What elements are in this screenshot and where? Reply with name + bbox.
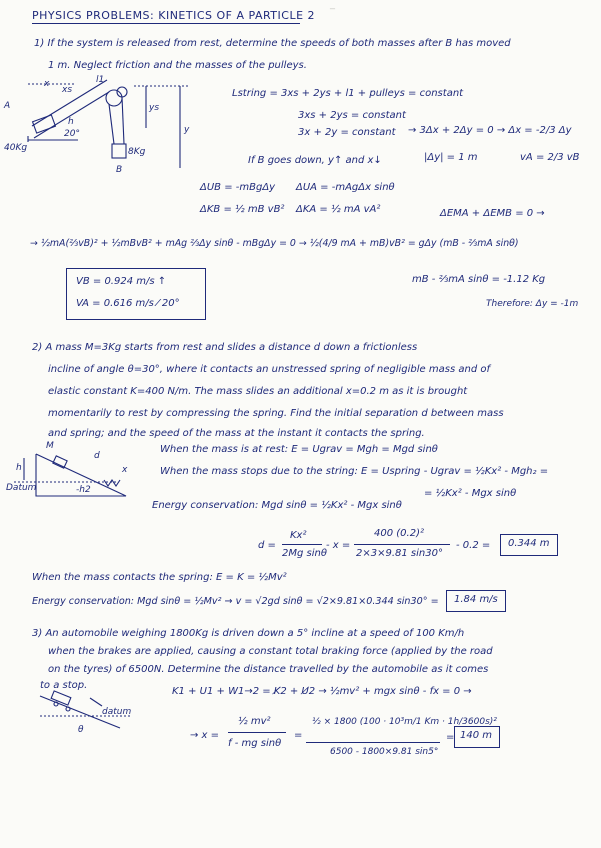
delta-ub: ΔUB = -mBgΔy xyxy=(200,182,276,193)
fig-label-angle: 20° xyxy=(64,129,80,139)
fig-label-l1: l1 xyxy=(96,75,105,85)
x-num-value: ½ × 1800 (100 · 10³m/1 Km · 1h/3600s)² xyxy=(312,717,497,727)
d-minus-x: - x = xyxy=(326,540,351,551)
title-underline xyxy=(32,23,300,24)
problem2-line5: and spring; and the speed of the mass at the instant it contacts the spring. xyxy=(48,428,425,439)
delta-y: |Δy| = 1 m xyxy=(424,152,478,163)
x-fraction-bar xyxy=(228,732,286,733)
problem1-line2: 1 m. Neglect friction and the masses of the pulleys. xyxy=(48,60,307,71)
stops-energy-cont: = ½Kx² - Mgx sinθ xyxy=(424,488,517,499)
fig-label-B: B xyxy=(116,165,123,175)
energy-equation: → ½mA(⅔vB)² + ½mBvB² + mAg ⅔Δy sinθ - mBgΔy = 0 → ½(4/9 mA + mB)vB² = gΔy (mB - ⅔mA sinθ) xyxy=(30,238,519,249)
va-relation: vA = 2/3 vB xyxy=(520,152,580,163)
fig-label-h: h xyxy=(68,117,74,127)
energy-conservation-speed: Energy conservation: Mgd sinθ = ½Mv² → v = √2gd sinθ = √2×9.81×0.344 sin30° = xyxy=(32,596,439,607)
string-length-equation: Lstring = 3xs + 2ys + l1 + pulleys = constant xyxy=(232,88,464,99)
problem3-line3: on the tyres) of 6500N. Determine the distance travelled by the automobile as it comes xyxy=(48,664,489,675)
page-title: PHYSICS PROBLEMS: KINETICS OF A PARTICLE 2 xyxy=(32,9,316,22)
x-eq-label: → x = xyxy=(190,730,220,741)
answer-vb: VB = 0.924 m/s ↑ xyxy=(76,276,167,287)
energy-balance: ΔEMA + ΔEMB = 0 → xyxy=(440,208,545,219)
delta-ua: ΔUA = -mAgΔx sinθ xyxy=(296,182,395,193)
therefore-note: Therefore: Δy = -1m xyxy=(486,299,579,309)
fig-label-8kg: 8Kg xyxy=(128,147,146,157)
incline-spring-figure xyxy=(6,441,136,504)
x-numerator: ½ mv² xyxy=(238,716,271,727)
x-denominator: f - mg sinθ xyxy=(228,738,282,749)
energy-conservation-2: Energy conservation: Mgd sinθ = ½Kx² - Mgx sinθ xyxy=(152,500,402,511)
fig-label-theta: θ xyxy=(78,725,84,735)
fig-label-minus-h2: -h2 xyxy=(76,485,91,495)
at-rest-energy: When the mass is at rest: E = Ugrav = Mgh = Mgd sinθ xyxy=(160,444,438,455)
answer-v: 1.84 m/s xyxy=(454,594,498,605)
car-incline-figure xyxy=(30,688,150,738)
problem3-line2: when the brakes are applied, causing a constant total braking force (applied by the road xyxy=(48,646,493,657)
x-equals-2: = xyxy=(446,732,455,743)
problem1-line1: 1) If the system is released from rest, determine the speeds of both masses after B has moved xyxy=(34,38,511,49)
contacts-spring: When the mass contacts the spring: E = K = ½Mv² xyxy=(32,572,287,583)
d-eq-label: d = xyxy=(258,540,276,551)
fig-label-datum3: datum xyxy=(102,707,132,717)
d-fraction-bar xyxy=(282,544,322,545)
d-den-value: 2×3×9.81 sin30° xyxy=(356,548,443,559)
problem3-line4: to a stop. xyxy=(40,680,88,691)
constraint-derivative: → 3Δx + 2Δy = 0 → Δx = -2/3 Δy xyxy=(408,125,572,136)
delta-kb: ΔKB = ½ mB vB² xyxy=(200,204,285,215)
d-denominator: 2Mg sinθ xyxy=(282,548,327,559)
answer-d: 0.344 m xyxy=(508,538,550,549)
work-energy-eq: K1 + U1 + W1→2 = K̸2 + U̸2 → ½mv² + mgx sinθ - fx = 0 → xyxy=(172,686,472,697)
constraint-2: 3x + 2y = constant xyxy=(298,127,396,138)
fig-label-ys: ys xyxy=(149,103,160,113)
pulley-system-figure xyxy=(4,75,190,178)
x-den-value: 6500 - 1800×9.81 sin5° xyxy=(330,747,439,757)
fig-label-x2: x xyxy=(122,465,128,475)
answer-va: VA = 0.616 m/s ⁄ 20° xyxy=(76,298,180,309)
d-value-bar xyxy=(354,544,450,545)
fig-label-h2: h xyxy=(16,463,22,473)
fig-label-M: M xyxy=(46,441,54,451)
stops-energy: When the mass stops due to the string: E = Uspring - Ugrav = ½Kx² - Mgh₂ = xyxy=(160,466,549,477)
bleed-through: ‾ xyxy=(330,8,335,19)
x-value-bar xyxy=(306,742,440,743)
fig-label-A: A xyxy=(4,101,11,111)
problem2-line3: elastic constant K=400 N/m. The mass slides an additional x=0.2 m as it is brought xyxy=(48,386,468,397)
fig-label-40kg: 40Kg xyxy=(4,143,28,153)
delta-ka: ΔKA = ½ mA vA² xyxy=(296,204,381,215)
fig-label-d: d xyxy=(94,451,100,461)
direction-note: If B goes down, y↑ and x↓ xyxy=(248,155,382,166)
mass-difference: mB - ⅔mA sinθ = -1.12 Kg xyxy=(412,274,546,285)
fig-label-y: y xyxy=(184,125,190,135)
d-numerator: Kx² xyxy=(290,530,307,541)
answer-x: 140 m xyxy=(460,730,493,741)
constraint-1: 3xs + 2ys = constant xyxy=(298,110,406,121)
problem2-line1: 2) A mass M=3Kg starts from rest and slides a distance d down a frictionless xyxy=(32,342,418,353)
problem3-line1: 3) An automobile weighing 1800Kg is driven down a 5° incline at a speed of 100 Km/h xyxy=(32,628,465,639)
problem2-line4: momentarily to rest by compressing the spring. Find the initial separation d between mass xyxy=(48,408,504,419)
d-num-value: 400 (0.2)² xyxy=(374,528,424,539)
problem2-line2: incline of angle θ=30°, where it contacts an unstressed spring of negligible mass and of xyxy=(48,364,490,375)
d-minus-value: - 0.2 = xyxy=(456,540,491,551)
fig-label-xs: xs xyxy=(62,85,73,95)
fig-label-x: x xyxy=(44,79,50,89)
x-equals: = xyxy=(294,730,303,741)
fig-label-datum: Datum xyxy=(6,483,37,493)
